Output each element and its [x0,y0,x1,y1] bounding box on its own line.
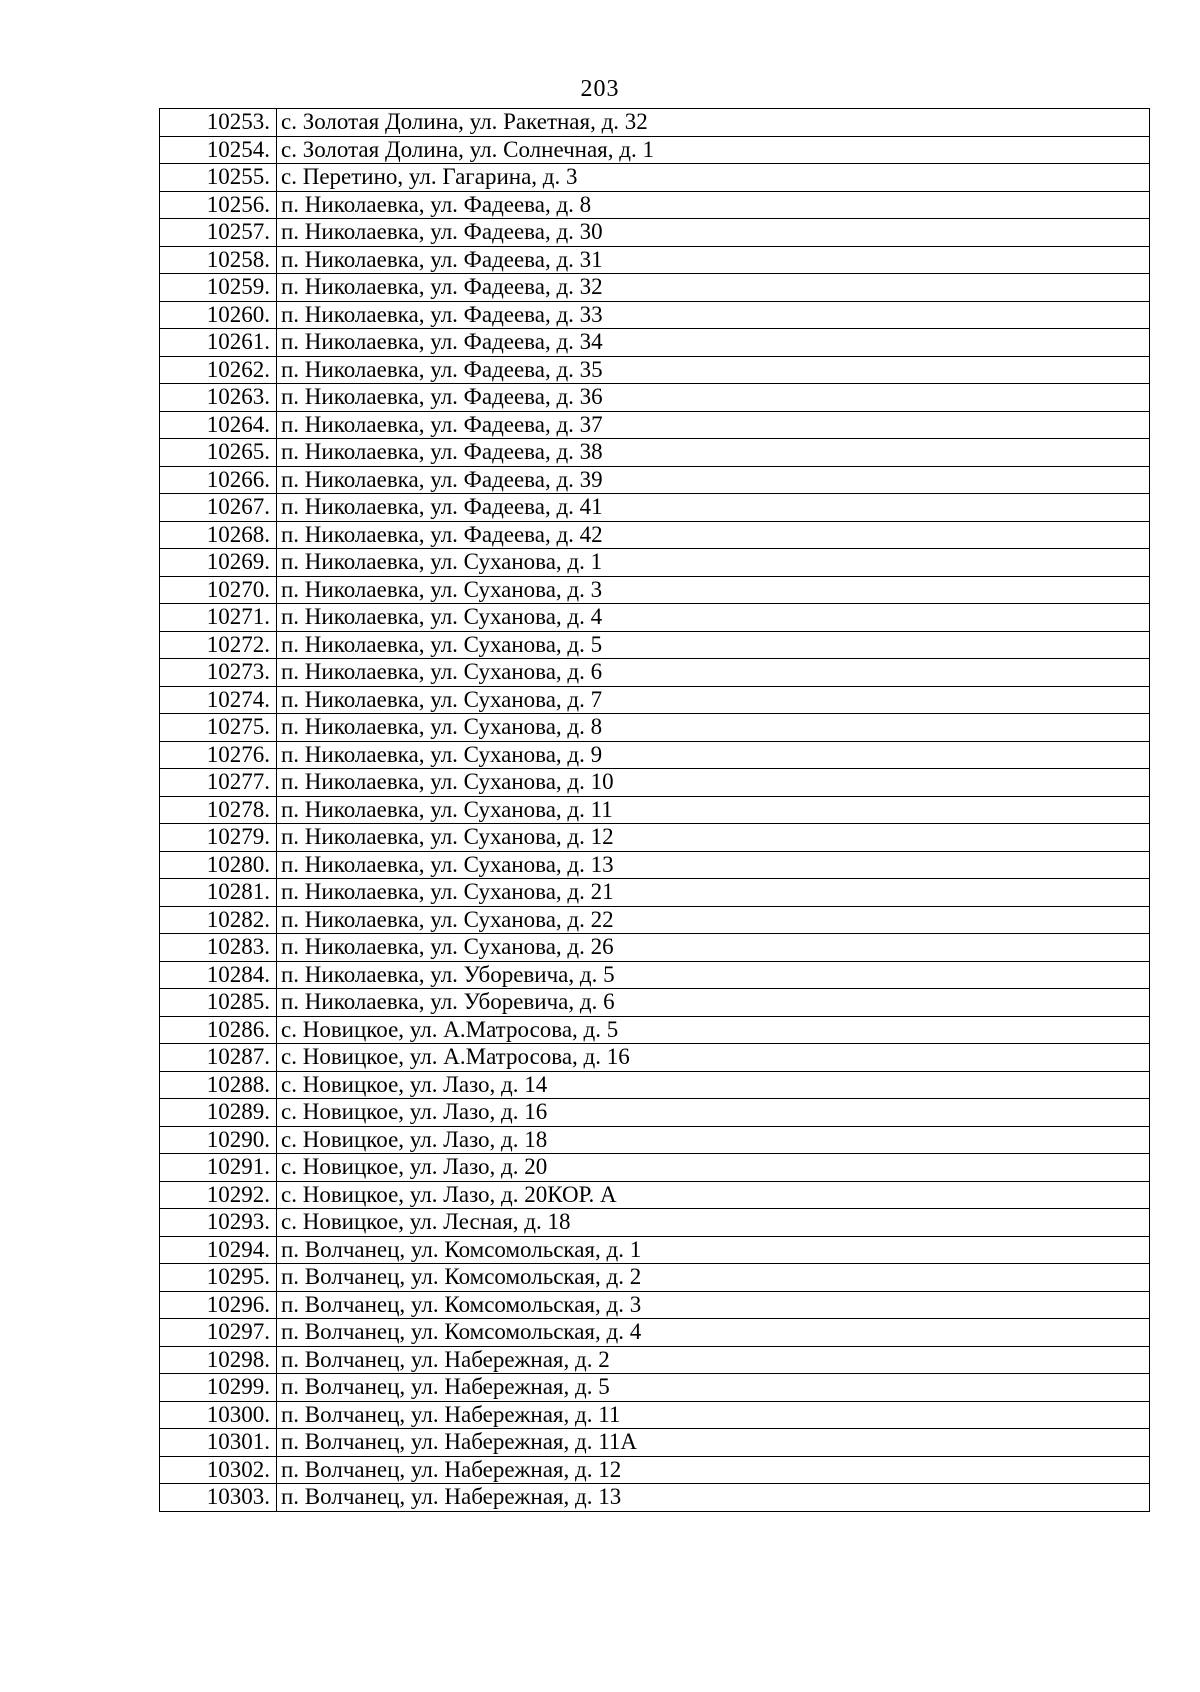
row-number-cell: 10292. [160,1181,277,1209]
table-row [160,301,1150,329]
address-cell: п. Волчанец, ул. Комсомольская, д. 3 [277,1291,1150,1319]
address-cell: п. Николаевка, ул. Фадеева, д. 32 [277,274,1150,302]
address-table-body [160,109,1150,1512]
row-number-cell: 10286. [160,1016,277,1044]
address-cell: п. Николаевка, ул. Фадеева, д. 30 [277,219,1150,247]
address-cell: п. Николаевка, ул. Фадеева, д. 39 [277,466,1150,494]
table-row [160,1319,1150,1347]
address-cell: с. Золотая Долина, ул. Солнечная, д. 1 [277,136,1150,164]
address-cell: с. Новицкое, ул. Лесная, д. 18 [277,1209,1150,1237]
table-row [160,1429,1150,1457]
table-row [160,274,1150,302]
address-cell: п. Николаевка, ул. Фадеева, д. 36 [277,384,1150,412]
address-cell: п. Волчанец, ул. Набережная, д. 13 [277,1484,1150,1512]
table-row [160,714,1150,742]
row-number-cell: 10285. [160,989,277,1017]
row-number-cell: 10258. [160,246,277,274]
address-table [159,108,1150,1512]
table-row [160,466,1150,494]
address-cell: с. Перетино, ул. Гагарина, д. 3 [277,164,1150,192]
table-row [160,796,1150,824]
address-cell: п. Николаевка, ул. Фадеева, д. 35 [277,356,1150,384]
table-row [160,686,1150,714]
row-number-cell: 10297. [160,1319,277,1347]
table-row [160,329,1150,357]
row-number-cell: 10284. [160,961,277,989]
table-row [160,1264,1150,1292]
row-number-cell: 10267. [160,494,277,522]
row-number-cell: 10253. [160,109,277,137]
address-cell: с. Новицкое, ул. Лазо, д. 20КОР. А [277,1181,1150,1209]
address-cell: с. Новицкое, ул. А.Матросова, д. 16 [277,1044,1150,1072]
address-cell: п. Волчанец, ул. Набережная, д. 11 [277,1401,1150,1429]
address-cell: п. Волчанец, ул. Набережная, д. 2 [277,1346,1150,1374]
row-number-cell: 10269. [160,549,277,577]
address-cell: п. Николаевка, ул. Суханова, д. 11 [277,796,1150,824]
row-number-cell: 10288. [160,1071,277,1099]
address-cell: п. Волчанец, ул. Набережная, д. 11А [277,1429,1150,1457]
row-number-cell: 10264. [160,411,277,439]
table-row [160,631,1150,659]
address-cell: п. Николаевка, ул. Фадеева, д. 34 [277,329,1150,357]
table-row [160,906,1150,934]
table-row [160,1456,1150,1484]
address-cell: с. Новицкое, ул. Лазо, д. 14 [277,1071,1150,1099]
row-number-cell: 10261. [160,329,277,357]
row-number-cell: 10256. [160,191,277,219]
row-number-cell: 10303. [160,1484,277,1512]
row-number-cell: 10301. [160,1429,277,1457]
address-cell: п. Николаевка, ул. Фадеева, д. 42 [277,521,1150,549]
row-number-cell: 10294. [160,1236,277,1264]
row-number-cell: 10268. [160,521,277,549]
row-number-cell: 10274. [160,686,277,714]
address-cell: п. Николаевка, ул. Суханова, д. 12 [277,824,1150,852]
table-row [160,1016,1150,1044]
table-row [160,1484,1150,1512]
row-number-cell: 10287. [160,1044,277,1072]
row-number-cell: 10278. [160,796,277,824]
row-number-cell: 10293. [160,1209,277,1237]
row-number-cell: 10265. [160,439,277,467]
address-cell: с. Новицкое, ул. Лазо, д. 16 [277,1099,1150,1127]
address-cell: п. Николаевка, ул. Уборевича, д. 5 [277,961,1150,989]
address-cell: п. Николаевка, ул. Суханова, д. 21 [277,879,1150,907]
address-cell: п. Николаевка, ул. Суханова, д. 9 [277,741,1150,769]
address-cell: п. Николаевка, ул. Уборевича, д. 6 [277,989,1150,1017]
address-cell: с. Золотая Долина, ул. Ракетная, д. 32 [277,109,1150,137]
row-number-cell: 10276. [160,741,277,769]
table-row [160,191,1150,219]
table-row [160,769,1150,797]
row-number-cell: 10298. [160,1346,277,1374]
table-row [160,109,1150,137]
table-row [160,1126,1150,1154]
address-cell: п. Николаевка, ул. Фадеева, д. 37 [277,411,1150,439]
table-row [160,164,1150,192]
table-row [160,851,1150,879]
row-number-cell: 10275. [160,714,277,742]
table-row [160,219,1150,247]
row-number-cell: 10273. [160,659,277,687]
address-cell: п. Волчанец, ул. Комсомольская, д. 4 [277,1319,1150,1347]
address-cell: п. Николаевка, ул. Фадеева, д. 31 [277,246,1150,274]
table-row [160,356,1150,384]
address-cell: п. Николаевка, ул. Суханова, д. 13 [277,851,1150,879]
address-cell: п. Николаевка, ул. Суханова, д. 8 [277,714,1150,742]
table-row [160,439,1150,467]
table-row [160,1209,1150,1237]
row-number-cell: 10266. [160,466,277,494]
page-number: 203 [580,76,620,102]
address-cell: п. Николаевка, ул. Суханова, д. 7 [277,686,1150,714]
row-number-cell: 10283. [160,934,277,962]
table-row [160,1236,1150,1264]
table-row [160,136,1150,164]
row-number-cell: 10291. [160,1154,277,1182]
row-number-cell: 10300. [160,1401,277,1429]
table-row [160,494,1150,522]
row-number-cell: 10302. [160,1456,277,1484]
row-number-cell: 10282. [160,906,277,934]
address-cell: п. Николаевка, ул. Фадеева, д. 41 [277,494,1150,522]
row-number-cell: 10255. [160,164,277,192]
row-number-cell: 10280. [160,851,277,879]
table-row [160,824,1150,852]
row-number-cell: 10259. [160,274,277,302]
table-row [160,411,1150,439]
row-number-cell: 10281. [160,879,277,907]
row-number-cell: 10295. [160,1264,277,1292]
table-row [160,659,1150,687]
row-number-cell: 10254. [160,136,277,164]
row-number-cell: 10262. [160,356,277,384]
address-cell: п. Николаевка, ул. Суханова, д. 10 [277,769,1150,797]
table-row [160,1291,1150,1319]
address-cell: п. Николаевка, ул. Фадеева, д. 33 [277,301,1150,329]
address-cell: с. Новицкое, ул. А.Матросова, д. 5 [277,1016,1150,1044]
table-row [160,961,1150,989]
row-number-cell: 10257. [160,219,277,247]
table-row [160,604,1150,632]
table-row [160,384,1150,412]
address-cell: п. Волчанец, ул. Набережная, д. 5 [277,1374,1150,1402]
table-row [160,934,1150,962]
table-row [160,521,1150,549]
address-cell: с. Новицкое, ул. Лазо, д. 18 [277,1126,1150,1154]
address-cell: п. Николаевка, ул. Суханова, д. 1 [277,549,1150,577]
address-cell: п. Волчанец, ул. Комсомольская, д. 1 [277,1236,1150,1264]
address-cell: п. Николаевка, ул. Суханова, д. 22 [277,906,1150,934]
address-cell: п. Николаевка, ул. Суханова, д. 6 [277,659,1150,687]
address-cell: п. Волчанец, ул. Набережная, д. 12 [277,1456,1150,1484]
table-row [160,576,1150,604]
row-number-cell: 10263. [160,384,277,412]
table-row [160,1044,1150,1072]
address-cell: с. Новицкое, ул. Лазо, д. 20 [277,1154,1150,1182]
table-row [160,741,1150,769]
row-number-cell: 10299. [160,1374,277,1402]
address-cell: п. Николаевка, ул. Суханова, д. 26 [277,934,1150,962]
table-row [160,989,1150,1017]
row-number-cell: 10296. [160,1291,277,1319]
address-cell: п. Николаевка, ул. Фадеева, д. 38 [277,439,1150,467]
table-row [160,1099,1150,1127]
table-row [160,1154,1150,1182]
table-row [160,1374,1150,1402]
row-number-cell: 10290. [160,1126,277,1154]
table-row [160,1401,1150,1429]
row-number-cell: 10260. [160,301,277,329]
table-row [160,1346,1150,1374]
table-row [160,1181,1150,1209]
row-number-cell: 10271. [160,604,277,632]
address-cell: п. Николаевка, ул. Суханова, д. 4 [277,604,1150,632]
row-number-cell: 10270. [160,576,277,604]
row-number-cell: 10277. [160,769,277,797]
row-number-cell: 10289. [160,1099,277,1127]
table-row [160,246,1150,274]
row-number-cell: 10279. [160,824,277,852]
table-row [160,1071,1150,1099]
table-row [160,879,1150,907]
table-row [160,549,1150,577]
address-cell: п. Николаевка, ул. Фадеева, д. 8 [277,191,1150,219]
row-number-cell: 10272. [160,631,277,659]
address-cell: п. Волчанец, ул. Комсомольская, д. 2 [277,1264,1150,1292]
address-cell: п. Николаевка, ул. Суханова, д. 3 [277,576,1150,604]
address-cell: п. Николаевка, ул. Суханова, д. 5 [277,631,1150,659]
